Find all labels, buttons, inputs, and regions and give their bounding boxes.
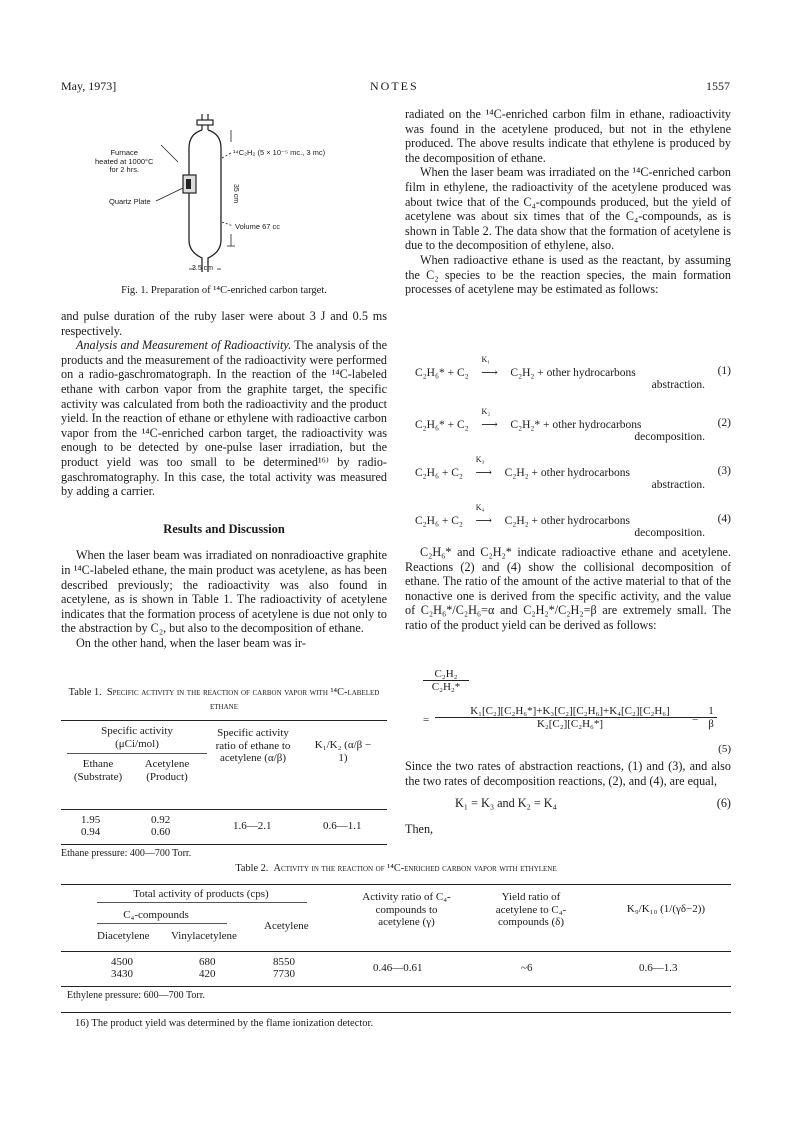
table-cell: 0.6—1.3 — [639, 962, 678, 974]
col-header-acetylene: Acetylene (Product) — [144, 758, 190, 783]
table-cell: 4500 — [111, 956, 133, 968]
table-2 — [61, 862, 731, 1001]
run-in-heading: Analysis and Measurement of Radioactivity. — [76, 338, 292, 353]
footnote-rule — [61, 1012, 731, 1013]
table-cell: 3430 — [111, 968, 133, 980]
paragraph: When the laser beam was irradiated on the ¹⁴C-enriched carbon film in ethylene, the radioactivity of the acetylene produced was about twice that of the C₄-compounds produced, but the yield of acetylene was about six times that of the C₄-compounds, as is shown in Table 2. The data show that the formation of acetylene is due to the decomposition of ethylene, also. — [405, 165, 731, 253]
furnace-label: Furnace heated at 1000°C for 2 hrs. — [95, 148, 154, 174]
running-head-date: May, 1973] — [61, 79, 117, 93]
gas-label: ¹⁴C₂H₂ (5 × 10⁻⁵ mc., 3 mc) — [233, 148, 326, 157]
footnote: 16) The product yield was determined by the flame ionization detector. — [75, 1018, 374, 1029]
reaction-2: C₂H₆* + C₂ K₂ ⟶ C₂H₂* + other hydrocarbons (2) decomposition. — [415, 407, 731, 443]
equation-6: K₁ = K₃ and K₂ = K₄ (6) — [455, 796, 731, 811]
height-label: 35 cm — [232, 183, 240, 204]
col-header-ratio: Specific activity ratio of ethane to acetylene (α/β) — [215, 727, 291, 764]
figure-1 — [61, 112, 387, 302]
table-cell: 7730 — [273, 968, 295, 980]
table-cell: 8550 — [273, 956, 295, 968]
table-note: Ethane pressure: 400—700 Torr. — [61, 848, 192, 859]
figure-caption: Fig. 1. Preparation of ¹⁴C-enriched carbon target. — [121, 285, 327, 296]
section-heading: Results and Discussion — [163, 521, 285, 536]
table-cell: 0.46—0.61 — [373, 962, 423, 974]
table-cell: 0.92 — [151, 814, 171, 826]
col-header-group: Specific activity (μCi/mol) — [101, 725, 173, 750]
paragraph: On the other hand, when the laser beam was ir- — [76, 635, 306, 650]
right-column-lower — [405, 545, 731, 633]
volume-label: Volume 67 cc — [235, 222, 281, 231]
col-header-vinylacetylene: Vinylacetylene — [171, 930, 237, 942]
col-header-diacetylene: Diacetylene — [97, 930, 150, 942]
paragraph-analysis: Analysis and Measurement of Radioactivity. The analysis of the products and the measurement of the radioactivity were performed on a radio-gaschromatograph. In the reaction of the ¹⁴C-labeled ethane with carbon vapor from the graphite target, the specific activity was calculated from both the radioactivity and the product yield. In the reaction of ethane or ethylene with radioactive carbon vapor from the ¹⁴C-enriched carbon target, the radioactivity was enough to be detected by one-pulse laser irradiation, but the product yield was too small to be determined¹⁶⁾ by radio-gaschromatography. In this case, the total activity was measured by adding a carrier. — [61, 338, 387, 499]
width-label: 3.5 cm — [192, 265, 214, 272]
col-header-activity-ratio: Activity ratio of C₄-compounds to acetylene (γ) — [362, 891, 451, 928]
col-header-total: Total activity of products (cps) — [133, 888, 269, 900]
col-header-yield-ratio: Yield ratio of acetylene to C₄-compounds (δ) — [495, 891, 567, 928]
page-number: 1557 — [706, 79, 730, 93]
quartz-plate-label: Quartz Plate — [109, 197, 151, 206]
table-caption: Table 2. Activity in the reaction of ¹⁴C-enriched carbon vapor with ethylene — [235, 863, 557, 874]
paragraph: Since the two rates of abstraction reactions, (1) and (3), and also the two rates of decomposition reactions, (2), and (4), are equal, — [405, 759, 731, 788]
equation-5: C₂H₂ C₂H₂* = K₁[C₂][C₂H₆*]+K₃[C₂][C₂H₆]+K₄[C₂][C₂H₆] K₂[C₂][C₂H₆*] − 1 β (5) — [423, 668, 731, 755]
col-header-k: K₁/K₂ (α/β − 1) — [314, 739, 372, 764]
paragraph: radiated on the ¹⁴C-enriched carbon film in ethane, radioactivity was found in the acetylene produced, but not in the ethylene produced. The above results indicate that ethylene is produced by the decomposition of ethane. — [405, 107, 731, 165]
table-cell: 1.6—2.1 — [233, 820, 272, 832]
reaction-3: C₂H₆ + C₂ K₃ ⟶ C₂H₂ + other hydrocarbons (3) abstraction. — [415, 455, 731, 491]
table-caption: Table 1. Specific activity in the reaction of carbon vapor with ¹⁴C-labeled ethane — [68, 687, 380, 712]
table-cell: ~6 — [521, 962, 533, 974]
table-cell: 420 — [199, 968, 216, 980]
col-header-acetylene: Acetylene — [264, 920, 309, 932]
paragraph: Then, — [405, 822, 434, 837]
table-note: Ethylene pressure: 600—700 Torr. — [67, 990, 205, 1001]
paragraph: and pulse duration of the ruby laser were about 3 J and 0.5 ms respectively. — [61, 309, 387, 338]
paragraph: When radioactive ethane is used as the reactant, by assuming the C₂ species to be the reaction species, the main formation processes of acetylene may be estimated as follows: — [405, 252, 731, 297]
table-cell: 680 — [199, 956, 216, 968]
running-head-title: NOTES — [370, 79, 419, 93]
col-header-c4: C₄-compounds — [123, 909, 189, 921]
left-column — [61, 309, 387, 650]
table-cell: 0.60 — [151, 826, 171, 838]
right-column — [405, 107, 731, 297]
col-header-ethane: Ethane (Substrate) — [73, 758, 123, 783]
paragraph: C₂H₆* and C₂H₂* indicate radioactive ethane and acetylene. Reactions (2) and (4) show the collisional decomposition of ethane. The ratio of the amount of the active material to that of the nonactive one is derived from the specific activity, and the value of C₂H₆*/C₂H₆=α and C₂H₂*/C₂H₂=β are extremely small. The ratio of the product yield can be derived as follows: — [405, 545, 731, 632]
table-cell: 1.95 — [81, 814, 101, 826]
reaction-1: C₂H₆* + C₂ K₁ ⟶ C₂H₂ + other hydrocarbons (1) abstraction. — [415, 355, 731, 391]
paragraph: When the laser beam was irradiated on nonradioactive graphite in ¹⁴C-labeled ethane, the main product was acetylene, as has been described previously; the radioactivity was also found in acetylene, as is shown in Table 1. The radioactivity of acetylene indicates that the formation process of acetylene is due not only to the abstraction by C₂, but also to the decomposition of ethane. — [61, 548, 387, 636]
table-cell: 0.94 — [81, 826, 101, 838]
col-header-k: K₉/K₁₀ (1/(γδ−2)) — [626, 903, 706, 915]
table-1 — [61, 686, 387, 859]
right-column-tail — [405, 759, 731, 837]
reaction-4: C₂H₆ + C₂ K₄ ⟶ C₂H₂ + other hydrocarbons (4) decomposition. — [415, 503, 731, 539]
table-cell: 0.6—1.1 — [323, 820, 362, 832]
